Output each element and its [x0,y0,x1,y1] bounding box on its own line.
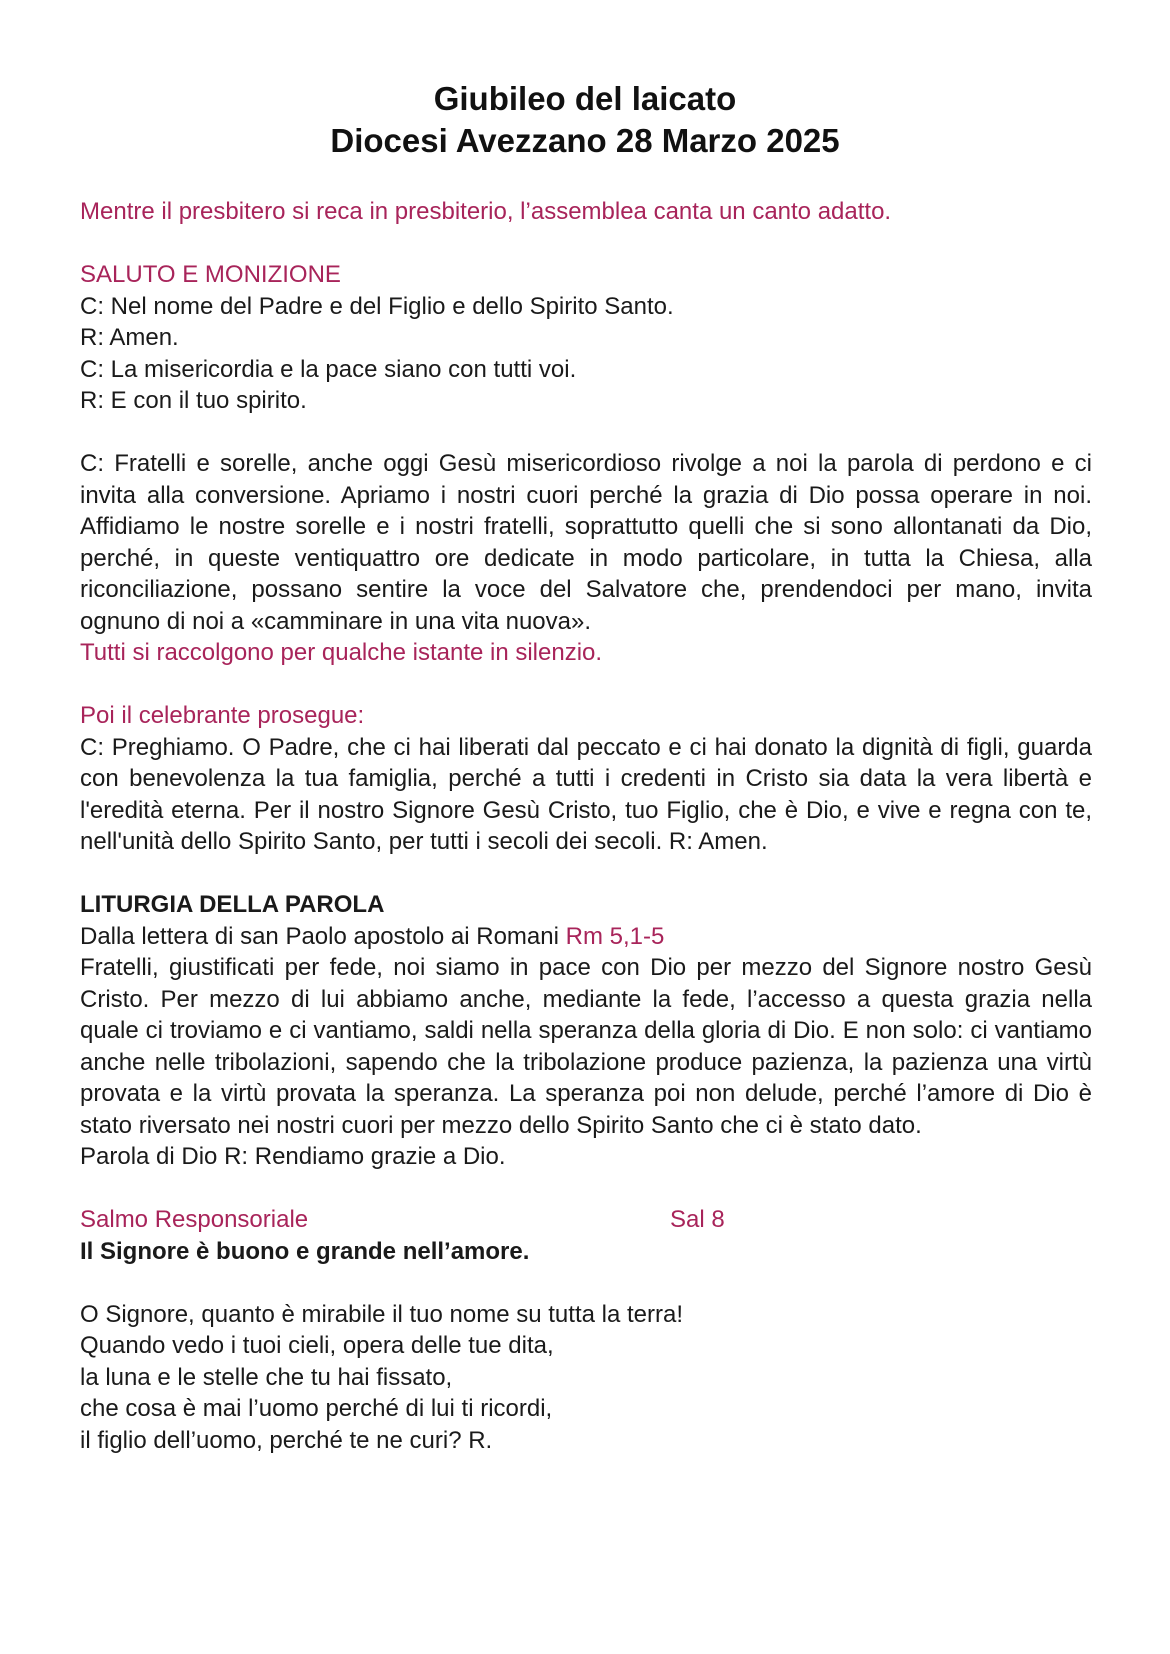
document-body [80,196,1092,1456]
silence-rubric: Tutti si raccolgono per qualche istante in silenzio. [80,639,603,666]
reading-text: Fratelli, giustificati per fede, noi siamo in pace con Dio per mezzo del Signore nostro Gesù Cristo. Per mezzo di lui abbiamo anche, mediante la fede, l’accesso a questa grazia nella quale ci troviamo e ci vantiamo, saldi nella speranza della gloria di Dio. E non solo: ci vantiamo anche nelle tribolazioni, sapendo che la tribolazione produce pazienza, la pazienza una virtù provata e la virtù provata la speranza. La speranza poi non delude, perché l’amore di Dio è stato riversato nei nostri cuori per mezzo dello Spirito Santo che ci è stato dato. [80,954,1092,1139]
document-title-line1: Giubileo del laicato [433,80,737,117]
saluto-heading: SALUTO E MONIZIONE [80,261,341,288]
psalm-verse: O Signore, quanto è mirabile il tuo nome su tutta la terra! [80,1300,683,1328]
intro-rubric: Mentre il presbitero si reca in presbiterio, l’assemblea canta un canto adatto. [80,198,892,225]
saluto-line: R: E con il tuo spirito. [80,387,307,414]
saluto-line: C: La misericordia e la pace siano con tutti voi. [80,355,577,383]
psalm-header [80,1204,1092,1236]
reading-reference: Rm 5,1-5 [565,922,665,950]
monizione-text: C: Fratelli e sorelle, anche oggi Gesù misericordioso rivolge a noi la parola di perdono e ci invita alla conversione. Apriamo i nostri cuori perché la grazia di Dio possa operare in noi. Affidiamo le nostre sorelle e i nostri fratelli, soprattutto quelli che si sono allontanati da Dio, perché, in queste ventiquattro ore dedicate in modo particolare, in tutta la Chiesa, alla riconciliazione, possano sentire la voce del Salvatore che, prendendoci per mano, invita ognuno di noi a «camminare in una vita nuova». [80,450,1092,635]
psalm-verse: Quando vedo i tuoi cieli, opera delle tue dita, [80,1332,554,1359]
psalm-response: Il Signore è buono e grande nell’amore. [80,1237,530,1265]
document-title-line2: Diocesi Avezzano 28 Marzo 2025 [330,122,840,159]
reading-intro: Dalla lettera di san Paolo apostolo ai Romani [80,922,559,950]
psalm-reference: Sal 8 [670,1206,725,1233]
reading-conclusion: Parola di Dio R: Rendiamo grazie a Dio. [80,1143,506,1170]
psalm-verse: il figlio dell’uomo, perché te ne curi? R. [80,1426,493,1454]
psalm-heading: Salmo Responsoriale [80,1206,309,1233]
reading-intro-line [80,921,1092,953]
saluto-line: R: Amen. [80,324,179,351]
colletta-rubric: Poi il celebrante prosegue: [80,702,365,729]
liturgia-heading: LITURGIA DELLA PAROLA [80,891,385,918]
psalm-verse: la luna e le stelle che tu hai fissato, [80,1363,453,1391]
colletta-text: C: Preghiamo. O Padre, che ci hai liberati dal peccato e ci hai donato la dignità di figli, guarda con benevolenza la tua famiglia, perché a tutti i credenti in Cristo sia data la vera libertà e l'eredità eterna. Per il nostro Signore Gesù Cristo, tuo Figlio, che è Dio, e vive e regna con te, nell'unità dello Spirito Santo, per tutti i secoli dei secoli. R: Amen. [80,733,1092,855]
saluto-line: C: Nel nome del Padre e del Figlio e dello Spirito Santo. [80,292,674,320]
psalm-verse: che cosa è mai l’uomo perché di lui ti ricordi, [80,1395,553,1422]
